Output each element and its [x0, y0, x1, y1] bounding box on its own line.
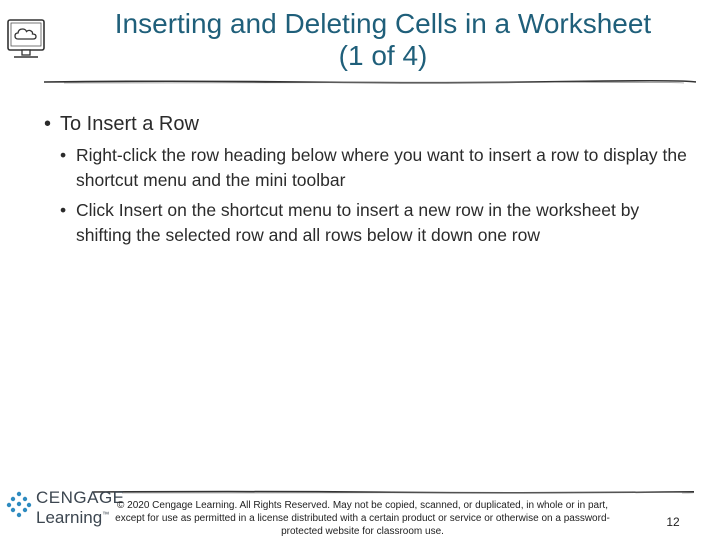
title-divider — [44, 78, 696, 86]
bullet-item — [44, 111, 694, 137]
bullet-glyph: • — [60, 145, 67, 165]
logo-word-learning — [36, 508, 109, 528]
bullet-text: To Insert a Row — [60, 113, 199, 135]
cengage-logo — [6, 486, 125, 532]
footer-divider — [92, 488, 694, 496]
sub-bullet-text: Right-click the row heading below where you want to insert a row to display the shortcut menu and the mini toolbar — [76, 145, 687, 190]
cengage-logo-mark-icon — [6, 490, 32, 522]
page-number: 12 — [666, 515, 680, 529]
bullet-list — [44, 111, 694, 253]
bullet-glyph: • — [60, 200, 67, 220]
slide-title — [50, 8, 716, 72]
title-line-1: Inserting and Deleting Cells in a Worksheet — [114, 8, 652, 39]
logo-learning-text: Learning — [36, 508, 103, 527]
title-line-2: (1 of 4) — [338, 40, 428, 71]
logo-word-cengage: CENGAGE — [36, 488, 125, 507]
sub-bullet-item — [60, 143, 696, 193]
computer-cloud-icon — [6, 16, 46, 62]
sub-bullet-text: Click Insert on the shortcut menu to insert a new row in the worksheet by shifting the selected row and all rows below it down one row — [76, 200, 640, 245]
bullet-glyph: • — [44, 113, 52, 135]
copyright-notice: © 2020 Cengage Learning. All Rights Reserved. May not be copied, scanned, or duplicated, in whole or in part, except for use as permitted in a license distributed with a certain product or service or otherwise on a password-protected website for classroom use. — [115, 500, 610, 537]
trademark-mark: ™ — [102, 511, 110, 519]
sub-bullet-item — [60, 198, 696, 248]
